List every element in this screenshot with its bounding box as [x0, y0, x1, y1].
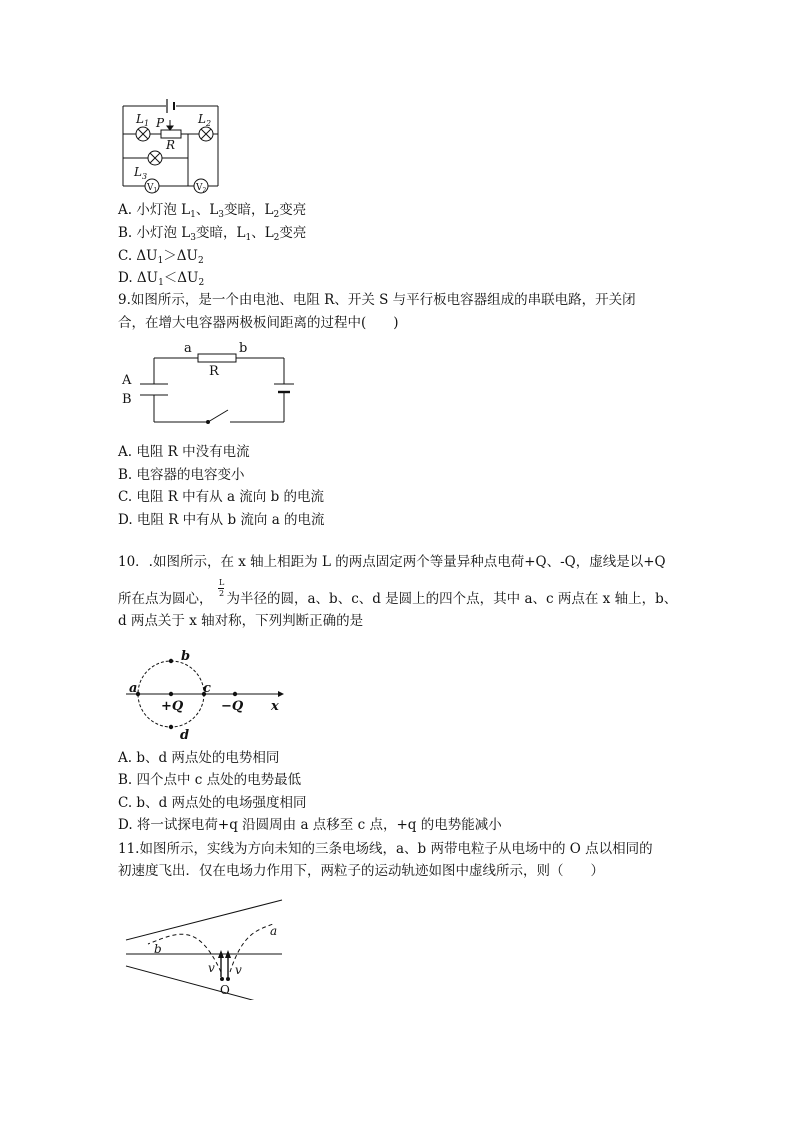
label-R: R [166, 138, 176, 152]
q9-stem-line2: 合，在增大电容器两极板间距离的过程中( ) [118, 315, 399, 331]
label-plus-q: +Q [161, 699, 184, 714]
q10-option-d: D. 将一试探电荷+q 沿圆周由 a 点移至 c 点，+q 的电势能减小 [118, 817, 502, 833]
q10-stem-line1: 10．.如图所示，在 x 轴上相距为 L 的两点固定两个等量异种点电荷+Q、-Q，虚线是以+Q [118, 554, 666, 570]
q10-field-figure [118, 648, 288, 740]
label-L2: $L_2$ [198, 112, 212, 128]
label-L1: $L_1$ [136, 112, 150, 128]
q10-option-b: B. 四个点中 c 点处的电势最低 [118, 772, 302, 788]
label-P: P [156, 116, 165, 130]
q9-option-c: C. 电阻 R 中有从 a 流向 b 的电流 [118, 489, 325, 505]
label-c: c [203, 681, 211, 696]
q9-circuit-figure [118, 338, 308, 430]
q11-stem-line2: 初速度飞出．仅在电场力作用下，两粒子的运动轨迹如图中虚线所示，则（ ） [118, 863, 604, 879]
q9-option-a: A. 电阻 R 中没有电流 [118, 444, 250, 460]
q9-option-b: B. 电容器的电容变小 [118, 467, 245, 483]
label-L3: $L_3$ [134, 165, 148, 181]
q8-option-c: C. $\Delta U_1>\Delta U_2$ [118, 248, 204, 266]
label-V2: $V_2$ [196, 183, 207, 194]
q10-option-c: C. b、d 两点处的电场强度相同 [118, 795, 307, 811]
label-v-right: v [235, 963, 242, 977]
label-O: O [220, 983, 230, 997]
label-V1: $V_1$ [147, 183, 158, 194]
q11-field-figure [118, 892, 290, 1000]
q9-option-d: D. 电阻 R 中有从 b 流向 a 的电流 [118, 512, 325, 528]
label-v-left: v [208, 961, 215, 975]
q10-fraction-numerator: L [219, 578, 225, 587]
label-b: b [239, 341, 248, 356]
label-b: b [181, 649, 191, 664]
label-minus-q: −Q [221, 699, 244, 714]
label-b: b [154, 942, 162, 956]
q10-stem-line2: 所在点为圆心， 为半径的圆，a、b、c、d 是圆上的四个点，其中 a、c 两点在 x 轴上，b、 [118, 591, 678, 607]
label-d: d [180, 728, 190, 740]
label-x-axis: x [271, 699, 279, 714]
q11-stem-line1: 11.如图所示，实线为方向未知的三条电场线，a、b 两带电粒子从电场中的 O 点以相同的 [118, 841, 653, 857]
q9-stem-line1: 9.如图所示，是一个由电池、电阻 R、开关 S 与平行板电容器组成的串联电路，开关闭 [118, 292, 636, 308]
q8-circuit-figure [118, 94, 228, 198]
label-a: a [184, 341, 192, 356]
q8-option-b: B. 小灯泡 $L_3$变暗，$L_1$、$L_2$变亮 [118, 225, 307, 243]
label-R: R [209, 364, 219, 379]
q8-option-a: A. 小灯泡 $L_1$、$L_3$变暗，$L_2$变亮 [118, 202, 307, 220]
label-a: a [270, 924, 278, 938]
q10-option-a: A. b、d 两点处的电势相同 [118, 750, 280, 766]
label-A: A [122, 373, 132, 388]
q10-stem-line3: d 两点关于 x 轴对称，下列判断正确的是 [118, 613, 364, 629]
q8-option-d: D. $\Delta U_1<\Delta U_2$ [118, 270, 205, 288]
label-B: B [122, 392, 132, 407]
q10-fraction-denominator: 2 [219, 589, 225, 598]
label-a: a [129, 681, 138, 696]
